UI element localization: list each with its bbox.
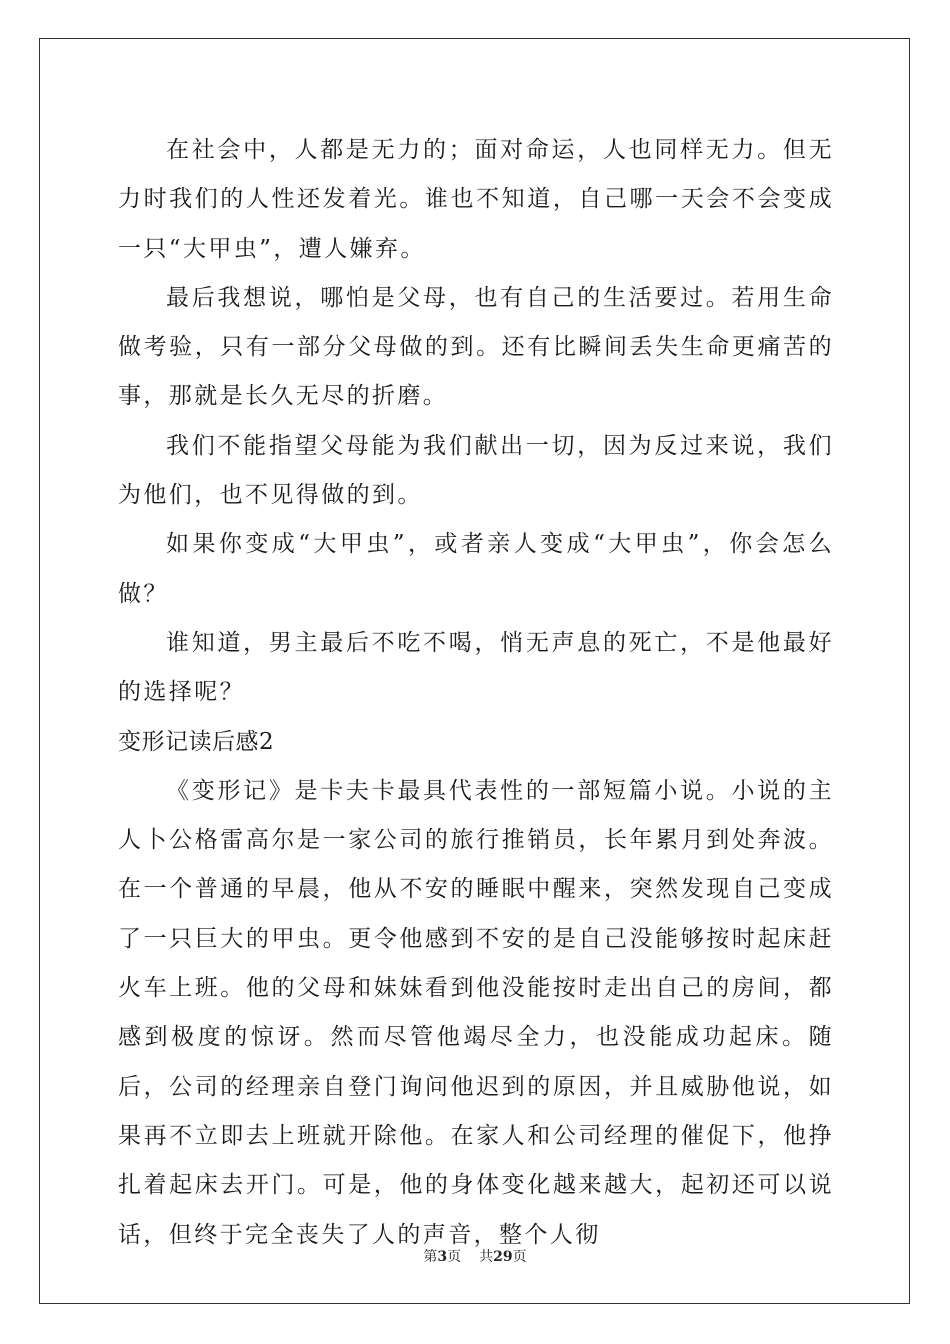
total-suffix: 页: [512, 1249, 527, 1265]
page-prefix: 第: [423, 1249, 438, 1265]
paragraph: 我们不能指望父母能为我们献出一切，因为反过来说，我们为他们，也不见得做的到。: [118, 432, 834, 509]
document-body: [118, 126, 834, 1260]
current-page-number: 3: [437, 1249, 448, 1265]
page-footer: [0, 1248, 950, 1266]
paragraph: 谁知道，男主最后不吃不喝，悄无声息的死亡，不是他最好的选择呢？: [118, 629, 834, 706]
paragraph: 最后我想说，哪怕是父母，也有自己的生活要过。若用生命做考验，只有一部分父母做的到。还有比瞬间丢失生命更痛苦的事，那就是长久无尽的折磨。: [118, 284, 834, 410]
page-suffix: 页: [447, 1249, 462, 1265]
paragraph: 如果你变成“大甲虫”，或者亲人变成“大甲虫”，你会怎么做？: [118, 531, 834, 607]
total-prefix: 共: [479, 1249, 494, 1265]
total-page-number: 29: [493, 1249, 513, 1265]
paragraph: 在社会中，人都是无力的；面对命运，人也同样无力。但无力时我们的人性还发着光。谁也不知道，自己哪一天会不会变成一只“大甲虫”，遭人嫌弃。: [118, 137, 834, 262]
section-heading: 变形记读后感2: [118, 728, 275, 755]
paragraph: 《变形记》是卡夫卡最具代表性的一部短篇小说。小说的主人卜公格雷高尔是一家公司的旅行推销员，长年累月到处奔波。在一个普通的早晨，他从不安的睡眠中醒来，突然发现自己变成了一只巨大的甲虫。更令他感到不安的是自己没能够按时起床赶火车上班。他的父母和妹妹看到他没能按时走出自己的房间，都感到极度的惊讶。然而尽管他竭尽全力，也没能成功起床。随后，公司的经理亲自登门询问他迟到的原因，并且威胁他说，如果再不立即去上班就开除他。在家人和公司经理的催促下，他挣扎着起床去开门。可是，他的身体变化越来越大，起初还可以说话，但终于完全丧失了人的声音，整个人彻: [118, 777, 834, 1248]
